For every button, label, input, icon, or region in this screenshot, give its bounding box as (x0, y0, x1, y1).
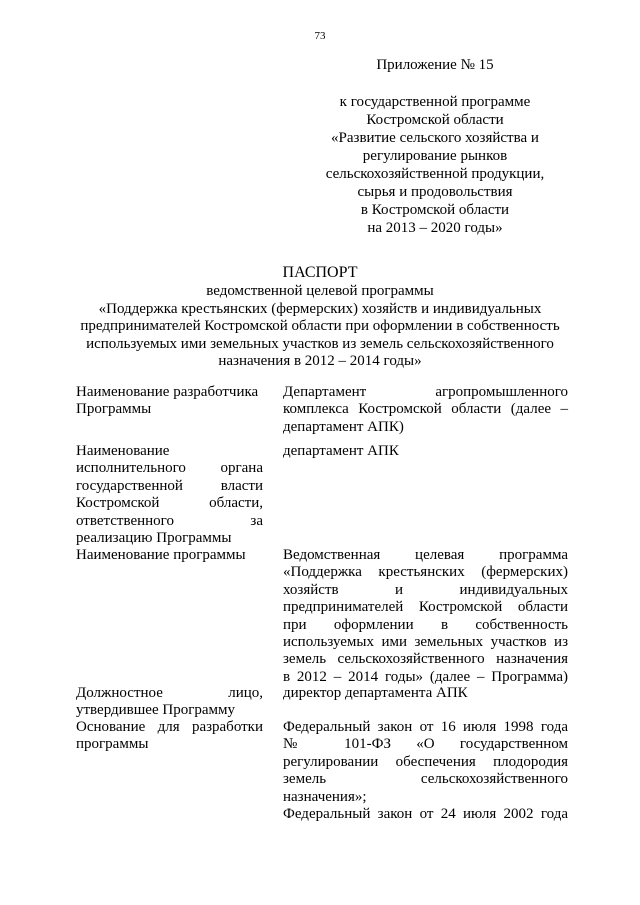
value-line: в 2012 – 2014 годы» (далее – Программа) (283, 668, 568, 685)
row-value-executive-body (283, 443, 568, 460)
label-line: программы (76, 736, 149, 753)
passport-line: назначения в 2012 – 2014 годы» (218, 353, 422, 369)
label-line: Наименование (76, 443, 170, 459)
value-line: комплекса Костромской области (далее – (283, 401, 568, 418)
row-label-developer (76, 384, 263, 419)
passport-title-block (60, 263, 580, 371)
value-line: Федеральный закон от 16 июля 1998 года (283, 719, 568, 735)
appendix-line: на 2013 – 2020 годы» (367, 220, 503, 236)
label-line: Наименование разработчика (76, 384, 259, 400)
passport-line: ведомственной целевой программы (206, 283, 434, 299)
row-label-legal-basis (76, 719, 263, 754)
value-line: используемых ими земельных участков из (283, 634, 568, 651)
value-line: регулировании обеспечения плодородия (283, 753, 568, 770)
value-line: предпринимателей Костромской области (283, 599, 568, 616)
value-line: «Поддержка крестьянских (фермерских) (283, 564, 568, 581)
value-line: земель сельскохозяйственного назначения (283, 651, 568, 668)
label-line: Наименование программы (76, 547, 246, 563)
appendix-line: сырья и продовольствия (357, 184, 513, 200)
value-line: Департамент агропромышленного (283, 384, 568, 400)
passport-line: «Поддержка крестьянских (фермерских) хозяйств и индивидуальных (98, 300, 542, 317)
label-line: Программы (76, 401, 152, 418)
passport-line: используемых ими земельных участков из земель сельскохозяйственного (86, 335, 554, 352)
label-line: Костромской области, (76, 495, 263, 512)
appendix-line: в Костромской области (360, 202, 510, 218)
appendix-title: Приложение № 15 (376, 57, 494, 73)
row-value-approving-official (283, 685, 568, 702)
page-number: 73 (314, 30, 326, 42)
value-line: назначения»; (283, 788, 367, 805)
value-line: при оформлении в собственность (283, 616, 568, 633)
value-line: департамент АПК) (283, 418, 404, 435)
label-line: реализацию Программы (76, 530, 232, 547)
appendix-subtitle (300, 93, 570, 237)
passport-line: предпринимателей Костромской области при оформлении в собственность (80, 318, 560, 334)
label-line: Основание для разработки (76, 719, 263, 735)
value-line: № 101-ФЗ «О государственном (283, 736, 568, 753)
label-line: ответственного за (76, 512, 263, 529)
row-label-approving-official (76, 685, 263, 720)
row-value-developer (283, 384, 568, 436)
appendix-line: «Развитие сельского хозяйства и (331, 130, 539, 146)
appendix-line: сельскохозяйственной продукции, (325, 166, 545, 182)
label-line: утвердившее Программу (76, 702, 235, 719)
row-label-program-name (76, 547, 263, 564)
value-line: Федеральный закон от 24 июля 2002 года (283, 806, 568, 823)
row-label-executive-body (76, 443, 263, 547)
row-value-program-name (283, 547, 568, 686)
value-line: земель сельскохозяйственного (283, 771, 568, 788)
appendix-line: к государственной программе (339, 94, 531, 110)
appendix-line: регулирование рынков (362, 148, 508, 164)
value-line: департамент АПК (283, 443, 399, 459)
row-value-legal-basis (283, 719, 568, 823)
value-line: хозяйств и индивидуальных (283, 581, 568, 598)
label-line: исполнительного органа (76, 460, 263, 477)
passport-heading: ПАСПОРТ (282, 264, 358, 281)
value-line: Ведомственная целевая программа (283, 547, 568, 563)
appendix-line: Костромской области (366, 112, 504, 128)
label-line: Должностное лицо, (76, 685, 263, 701)
label-line: государственной власти (76, 477, 263, 494)
value-line: директор департамента АПК (283, 685, 468, 701)
